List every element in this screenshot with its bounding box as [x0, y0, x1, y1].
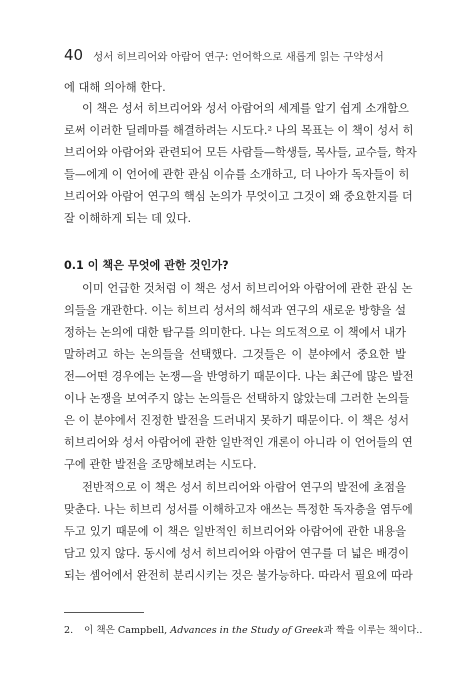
paragraph-line: 구에 관한 발전을 조망해보려는 시도다. — [64, 458, 257, 471]
paragraph-line: 브리어와 아람어와 관련되어 모든 사람들—학생들, 목사들, 교수들, 학자 — [64, 146, 417, 159]
paragraph-line: 은 이 분야에서 진정한 발전을 드러내지 못하기 때문이다. 이 책은 성서 — [64, 414, 410, 427]
paragraph-line: 브리어와 아람어 연구의 핵심 논의가 무엇이고 그것이 왜 중요한지를 더 — [64, 190, 413, 203]
paragraph-line: 말하려고 하는 논의들을 선택했다. 그것들은 이 분야에서 중요한 발 — [64, 348, 406, 361]
paragraph-line: 전—어떤 경우에는 논쟁—을 반영하기 때문이다. 나는 최근에 많은 발전 — [64, 370, 414, 383]
footnote-rule — [64, 612, 144, 613]
paragraph-line: 의들을 개관한다. 이는 히브리 성서의 해석과 연구의 새로운 방향을 설 — [64, 304, 406, 317]
paragraph-line: 에 대해 의아해 한다. — [64, 81, 166, 94]
paragraph-line: 들—에게 이 언어에 관한 관심 이슈를 소개하고, 더 나아가 독자들이 히 — [64, 168, 410, 181]
footnote — [64, 624, 444, 638]
footnote-text: 이 책은 Campbell, — [84, 625, 171, 636]
running-title: 성서 히브리어와 아람어 연구: 언어학으로 새롭게 읽는 구약성서 — [93, 51, 384, 63]
running-header — [64, 46, 424, 66]
footnote-number: 2. — [64, 625, 74, 636]
paragraph-line: 두고 있기 때문에 이 책은 일반적인 히브리어와 아람어에 관한 내용을 — [64, 525, 406, 538]
paragraph-line: 정하는 논의에 대한 탐구를 의미한다. 나는 의도적으로 이 책에서 내가 — [64, 326, 406, 339]
paragraph-line: 이미 언급한 것처럼 이 책은 성서 히브리어와 아람어에 관한 관심 논 — [82, 282, 413, 295]
paragraph-line: 맞춘다. 나는 히브리 성서를 이해하고자 애쓰는 특정한 독자층을 염두에 — [64, 503, 413, 516]
section-heading: 0.1 이 책은 무엇에 관한 것인가? — [64, 259, 229, 272]
paragraph-line: 로써 이러한 딜레마를 해결하려는 시도다.² 나의 목표는 이 책이 성서 히 — [64, 124, 414, 137]
footnote-book-title: Advances in the Study of Greek — [170, 625, 324, 636]
paragraph-line: 잘 이해하게 되는 데 있다. — [64, 212, 192, 225]
paragraph-line: 이나 논쟁을 보여주지 않는 논의들은 선택하지 않았는데 그러한 논의들 — [64, 392, 410, 405]
paragraph-line: 되는 셈어에서 완전히 분리시키는 것은 불가능하다. 따라서 필요에 따라 — [64, 569, 413, 582]
paragraph-line: 히브리어와 성서 아람어에 관한 일반적인 개론이 아니라 이 언어들의 연 — [64, 436, 413, 449]
page-number: 40 — [64, 46, 84, 64]
footnote-text-end: 과 짝을 이루는 책이다.. — [323, 625, 423, 636]
paragraph-line: 이 책은 성서 히브리어와 성서 아람어의 세계를 알기 쉽게 소개함으 — [82, 102, 409, 115]
paragraph-line: 담고 있지 않다. 동시에 성서 히브리어와 아람어 연구를 더 넓은 배경이 — [64, 547, 410, 560]
paragraph-line: 전반적으로 이 책은 성서 히브리어와 아람어 연구의 발전에 초점을 — [82, 481, 406, 494]
